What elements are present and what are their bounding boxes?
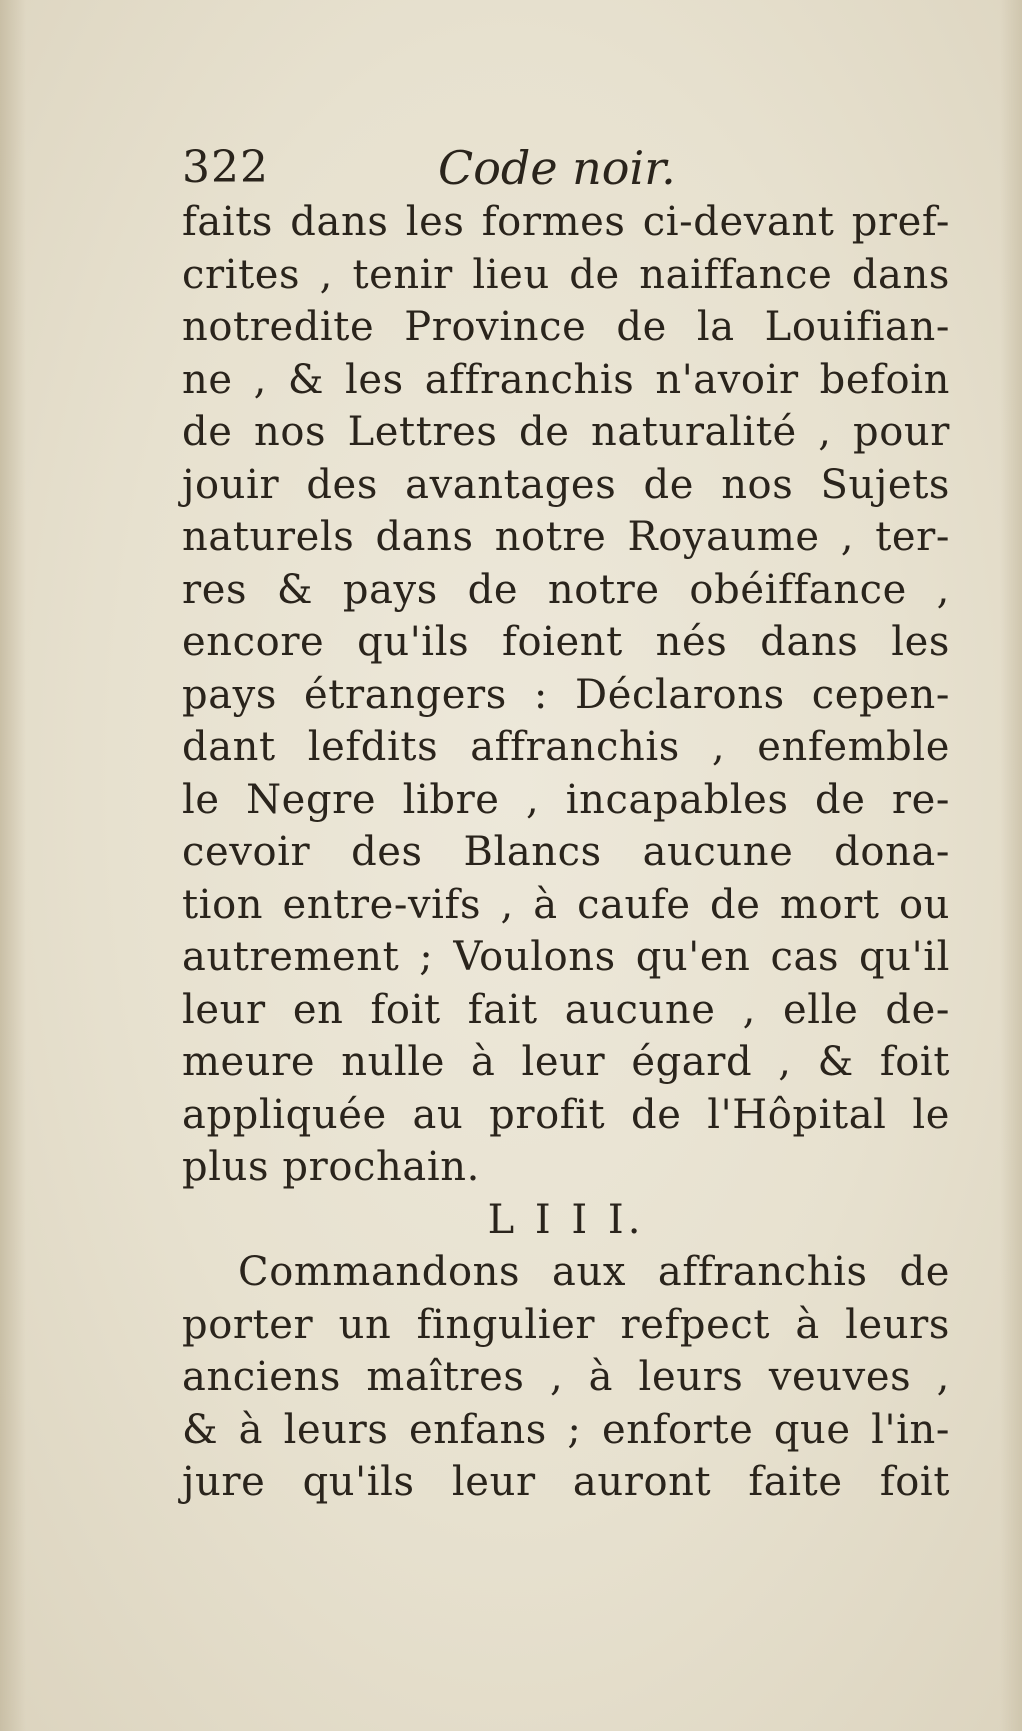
text-line: Commandons aux affranchis de	[238, 1249, 950, 1295]
text-line: & à leurs enfans ; enforte que l'in-	[182, 1406, 950, 1453]
text-line: ne , & les affranchis n'avoir befoin	[182, 356, 950, 403]
paragraph-end-line: plus prochain.	[182, 1144, 480, 1190]
text-line: encore qu'ils foient nés dans les	[182, 619, 950, 665]
page-edge-shadow-left	[0, 0, 26, 1731]
text-line: pays étrangers : Déclarons cepen-	[182, 671, 950, 718]
text-line: appliquée au profit de l'Hôpital le	[182, 1091, 950, 1138]
text-line: jure qu'ils leur auront faite foit	[182, 1459, 950, 1505]
article-heading: L I I I.	[487, 1196, 645, 1243]
text-line: leur en foit fait aucune , elle de-	[182, 986, 950, 1033]
page-number: 322	[182, 142, 269, 193]
text-line: porter un fingulier refpect à leurs	[182, 1301, 950, 1348]
text-line: cevoir des Blancs aucune dona-	[182, 829, 950, 875]
text-line: anciens maîtres , à leurs veuves ,	[182, 1354, 950, 1400]
text-line: crites , tenir lieu de naiffance dans	[182, 251, 950, 298]
text-line: de nos Lettres de naturalité , pour	[182, 409, 950, 455]
text-line: notredite Province de la Louifian-	[182, 304, 950, 350]
text-line: dant lefdits affranchis , enfemble	[182, 724, 950, 770]
text-line: naturels dans notre Royaume , ter-	[182, 514, 950, 560]
page-header	[182, 138, 942, 198]
text-line: tion entre-vifs , à caufe de mort ou	[182, 881, 950, 928]
text-line: res & pays de notre obéiffance ,	[182, 566, 950, 613]
text-line: jouir des avantages de nos Sujets	[182, 461, 950, 508]
text-line: autrement ; Voulons qu'en cas qu'il	[182, 934, 950, 980]
running-title: Code noir.	[438, 141, 676, 195]
text-line: meure nulle à leur égard , & foit	[182, 1039, 950, 1085]
text-line: le Negre libre , incapables de re-	[182, 776, 950, 823]
body-text	[182, 196, 950, 1509]
text-line: faits dans les formes ci-devant pref-	[182, 199, 950, 245]
page-edge-shadow-right	[1000, 0, 1022, 1731]
